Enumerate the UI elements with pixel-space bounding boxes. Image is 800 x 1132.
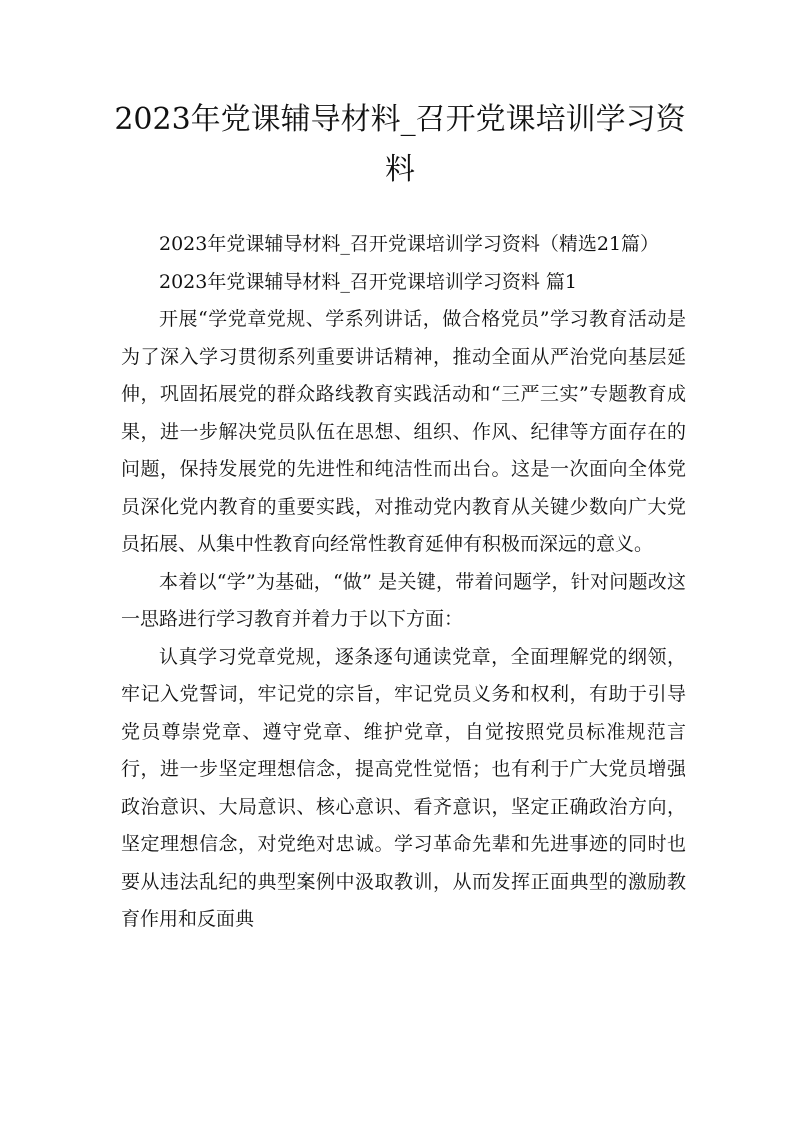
document-body (121, 226, 686, 939)
paragraph-subtitle: 2023年党课辅导材料_召开党课培训学习资料（精选21篇） (159, 233, 660, 255)
paragraph: 认真学习党章党规，逐条逐句通读党章，全面理解党的纲领，牢记入党誓词，牢记党的宗旨，牢记党员义务和权利，有助于引导党员尊崇党章、遵守党章、维护党章，自觉按照党员标准规范言行，进一步坚定理想信念，提高党性觉悟；也有利于广大党员增强政治意识、大局意识、核心意识、看齐意识，坚定正确政治方向，坚定理想信念，对党绝对忠诚。学习革命先辈和先进事迹的同时也要从违法乱纪的典型案例中汲取教训，从而发挥正面典型的激励教育作用和反面典 (121, 645, 686, 930)
document-title: 2023年党课辅导材料_召开党课培训学习资料 (114, 102, 686, 187)
paragraph: 本着以“学”为基础，“做” 是关键，带着问题学，针对问题改这一思路进行学习教育并着力于以下方面： (121, 570, 686, 630)
paragraph: 开展“学党章党规、学系列讲话，做合格党员”学习教育活动是为了深入学习贯彻系列重要讲话精神，推动全面从严治党向基层延伸，巩固拓展党的群众路线教育实践活动和“三严三实”专题教育成果，进一步解决党员队伍在思想、组织、作风、纪律等方面存在的问题，保持发展党的先进性和纯洁性而出台。这是一次面向全体党员深化党内教育的重要实践，对推动党内教育从关键少数向广大党员拓展、从集中性教育向经常性教育延伸有积极而深远的意义。 (121, 308, 686, 555)
paragraph-section-heading: 2023年党课辅导材料_召开党课培训学习资料 篇1 (159, 270, 577, 293)
